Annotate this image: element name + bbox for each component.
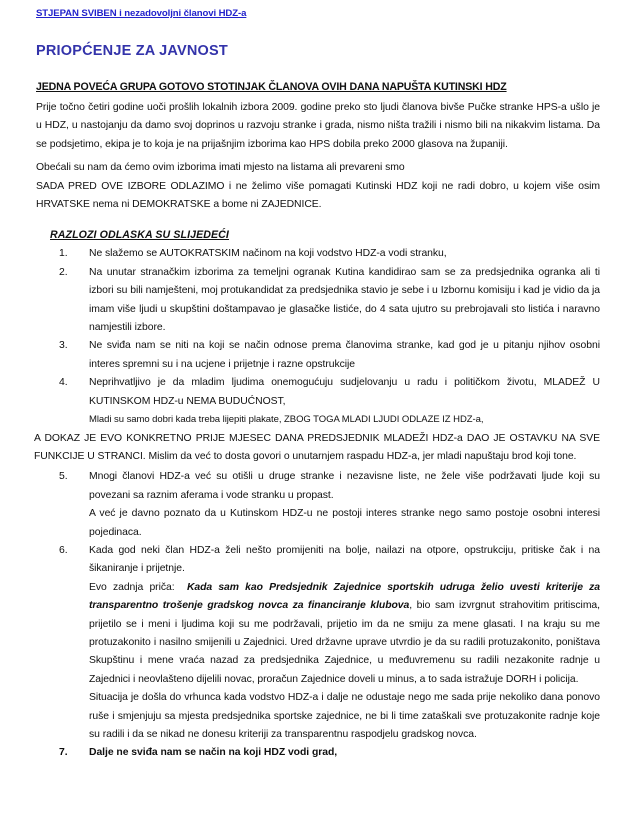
story-rest: , bio sam izvrgnut strahovitim pritiscima, prijetilo se i meni i ljudima koji su me podržavali, prijetio im da ne smiju za mene glasati. I na kraju su me protuzakonito i nasilno smijenili u Zajednici. Ured državne uprave utvrdio je da su radili protuzakonito, poništava Skupštinu i mene vraća nazad za predsjednika Zajednice, u međuvremenu su radili nezakonite radnje u Zajednici i neovlašteno dijelili novac, proračun Zajednice doveli u minus, a to sada istražuje DORH i policija. <box>89 600 600 685</box>
list-item <box>32 542 600 744</box>
story-paragraph <box>89 579 600 689</box>
list-item-number: 3. <box>59 340 68 352</box>
story-lead: Evo zadnja priča: <box>89 581 175 593</box>
list-item-text: Dalje ne sviđa nam se način na koji HDZ vodi grad, <box>89 747 338 759</box>
list-item <box>32 468 600 542</box>
list-item-number: 1. <box>59 248 68 260</box>
full-bleed-paragraph: A DOKAZ JE EVO KONKRETNO PRIJE MJESEC DANA PREDSJEDNIK MLADEŽI HDZ-a DAO JE OSTAVKU NA SVE FUNKCIJE U STRANCI. Mislim da već to dosta govori o unutarnjem raspadu HDZ-a, jer mladi napuštaju brod koji tone. <box>34 432 600 462</box>
reasons-list <box>32 245 600 429</box>
list-item <box>32 374 600 429</box>
story-quote: Kada sam kao Predsjednik Zajednice sportskih udruga želio uvesti kriterije za transparentno trošenje gradskog novca za financiranje klubova <box>89 581 600 612</box>
document-header-link[interactable]: STJEPAN SVIBEN i nezadovoljni članovi HDZ-a <box>36 8 247 19</box>
list-item-number: 6. <box>59 544 68 556</box>
list-item-text: Na unutar stranačkim izborima za temeljni ogranak Kutina kandidirao sam se za predsjednika ogranka ali ti izbori su bili namješteni, moj protukandidat za predsjednika stavio je sebe i u Izbornu komisiju i kad je vidio da ja imam više ljudi u skupštini doštampavao je glasačke listiće, do 4 sata ujutro su prebrojavali sto listića i naravno namjestili izbore. <box>89 266 600 334</box>
headline: JEDNA POVEĆA GRUPA GOTOVO STOTINJAK ČLANOVA OVIH DANA NAPUŠTA KUTINSKI HDZ <box>36 81 507 93</box>
list-item-text: Ne slažemo se AUTOKRATSKIM načinom na koji vodstvo HDZ-a vodi stranku, <box>89 248 447 260</box>
list-item-text: Neprihvatljivo je da mladim ljudima onemogućuju sudjelovanju u radu i političkom životu, MLADEŽ U KUTINSKOM HDZ-u NEMA BUDUĆNOST, <box>89 377 600 407</box>
list-item-number: 7. <box>59 747 68 759</box>
list-item <box>32 245 600 263</box>
list-item-subtext: A već je davno poznato da u Kutinskom HDZ-u ne postoji interes stranke nego samo postoje osobni interesi pojedinaca. <box>89 508 600 538</box>
list-item <box>32 337 600 374</box>
list-item-text: Kada god neki član HDZ-a želi nešto promijeniti na bolje, nailazi na otpore, opstrukciju, pritiske čak i na šikaniranje i prijetnje. <box>89 544 600 575</box>
list-item-subtext: Mladi su samo dobri kada treba lijepiti plakate, ZBOG TOGA MLADI LJUDI ODLAZE IZ HDZ-a, <box>89 414 484 426</box>
list-item <box>32 744 600 762</box>
list-item-number: 2. <box>59 266 68 278</box>
leaving-line: SADA PRED OVE IZBORE ODLAZIMO i ne želimo više pomagati Kutinski HDZ koji ne radi dobro, u kojem više osim HRVATSKE nema ni DEMOKRATSKE a bome ni ZAJEDNICE. <box>36 180 600 211</box>
page-title: PRIOPĆENJE ZA JAVNOST <box>36 43 228 59</box>
list-item-text: Mnogi članovi HDZ-a već su otišli u druge stranke i nezavisne liste, ne žele više podržavati ljude koji su povezani sa raznim aferama i vode stranku u propast. <box>89 471 600 501</box>
list-item-text: Ne sviđa nam se niti na koji se način odnose prema članovima stranke, kad god je u pitanju njihov osobni interes spremni su i na ucjene i prijetnje i razne opstrukcije <box>89 340 600 370</box>
promise-line: Obećali su nam da ćemo ovim izborima imati mjesto na listama ali prevareni smo <box>36 162 405 174</box>
intro-paragraph: Prije točno četiri godine uoči prošlih lokalnih izbora 2009. godine preko sto ljudi članova bivše Pučke stranke HPS-a ušlo je u HDZ, u nastojanju da damo svoj doprinos u razvoju stranke i grada, nismo ništa tražili i nismo bili na nikakvim listama. Da se podsjetimo, ekipa je to koja je na prijašnjim izborima kao HPS dobila preko 2000 glasova na županiji. <box>36 102 600 150</box>
story-final-paragraph: Situacija je došla do vrhunca kada vodstvo HDZ-a i dalje ne odustaje nego me sada prije nekoliko dana ponovo ruše i smjenjuju sa mjesta predsjednika sportske zajednice, ne bi li time zataškali sve protuzakonite radnje koje su radili i da se nikad ne donesu kriteriji za transparentnu raspodjelu gradskog novca. <box>89 692 600 740</box>
list-item <box>32 264 600 338</box>
list-item-number: 4. <box>59 377 68 389</box>
list-item-number: 5. <box>59 471 68 483</box>
section-heading-reasons: RAZLOZI ODLASKA SU SLIJEDEĆI <box>50 229 229 242</box>
reasons-list-continued <box>32 468 600 763</box>
